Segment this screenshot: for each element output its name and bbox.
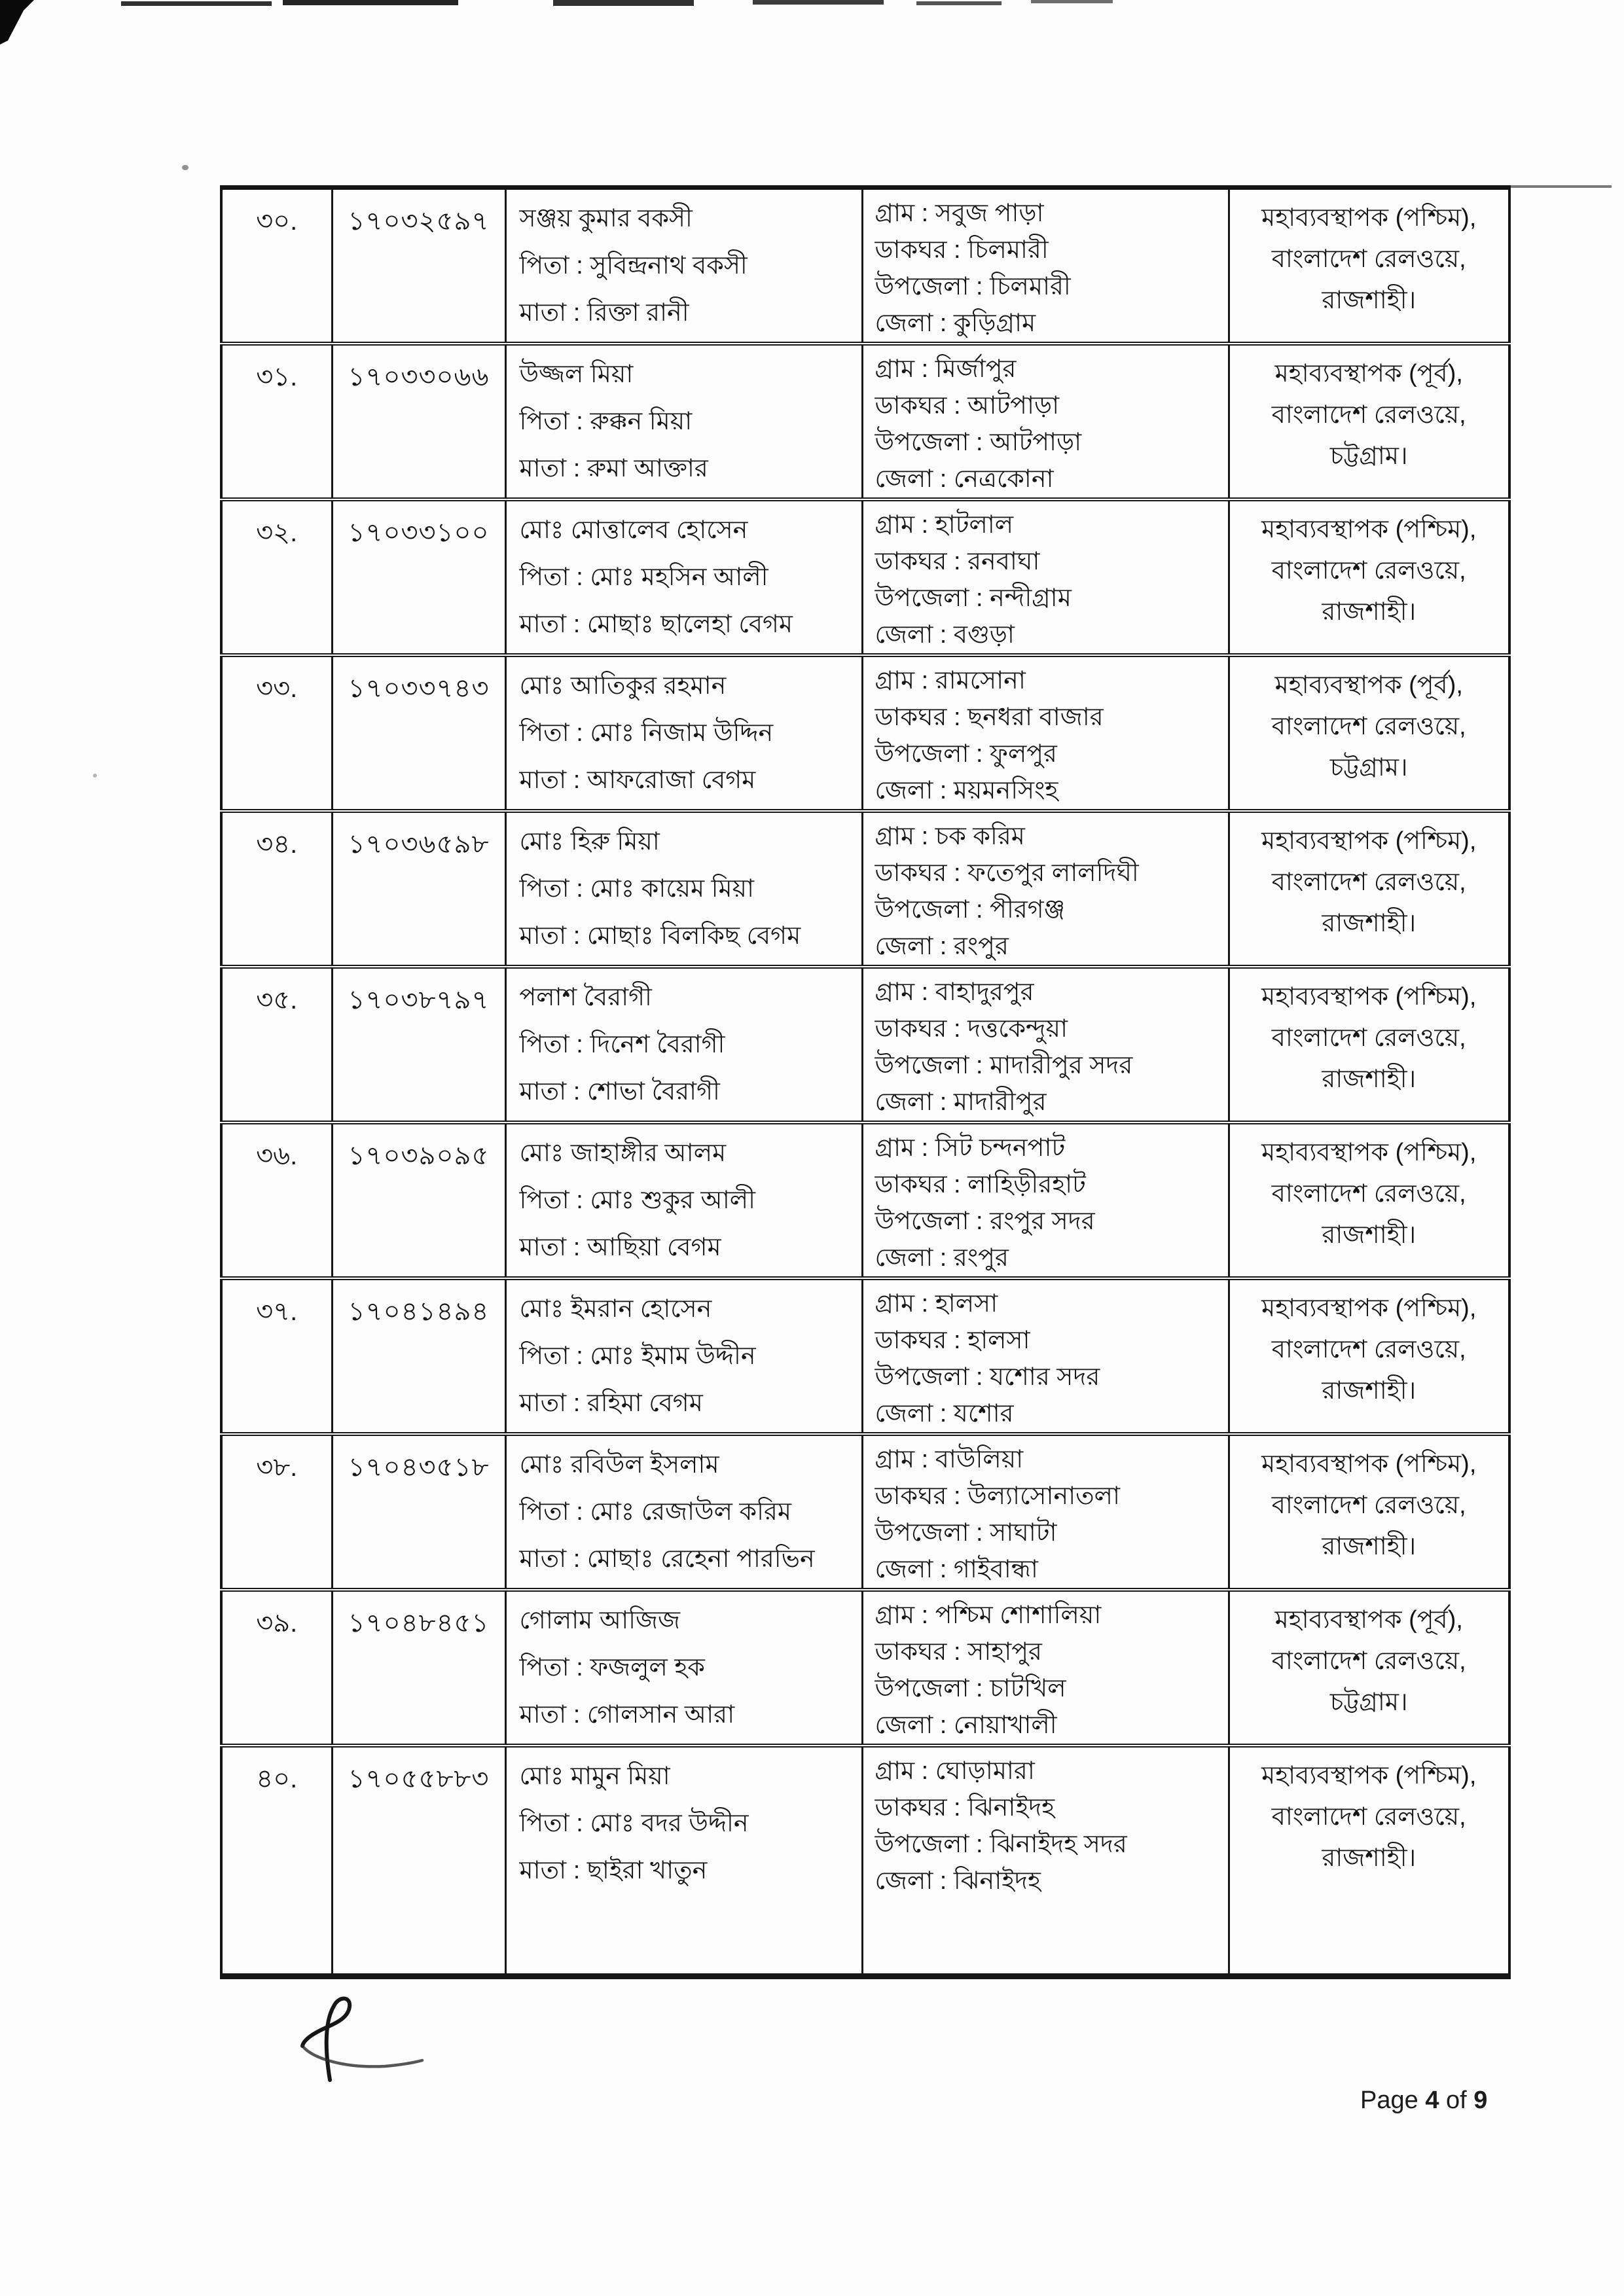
candidate-cell xyxy=(505,967,862,1122)
candidate-cell xyxy=(505,811,862,967)
father-name: পিতা : মোঃ শুকুর আলী xyxy=(519,1187,755,1214)
footer-word-page: Page xyxy=(1360,2087,1418,2114)
scan-artifact xyxy=(553,0,694,6)
district: জেলা : নেত্রকোনা xyxy=(875,465,1054,493)
posting-line: মহাব্যবস্থাপক (পশ্চিম), xyxy=(1261,1295,1477,1322)
mother-name: মাতা : রহিমা বেগম xyxy=(519,1390,703,1417)
address-cell xyxy=(862,811,1229,967)
roll-number-cell: ১৭০৩৩১০০ xyxy=(332,499,505,655)
posting-line: বাংলাদেশ রেলওয়ে, xyxy=(1271,869,1466,896)
serial-cell: ৩৬. xyxy=(221,1122,332,1278)
address-cell xyxy=(862,499,1229,655)
serial-cell: ৪০. xyxy=(221,1746,332,1976)
mother-name: মাতা : আফরোজা বেগম xyxy=(519,766,756,794)
candidate-cell xyxy=(505,344,862,499)
serial-cell: ৩০. xyxy=(221,188,332,344)
candidate-cell xyxy=(505,1278,862,1434)
post-office: ডাকঘর : চিলমারী xyxy=(875,236,1049,264)
upazila: উপজেলা : নন্দীগ্রাম xyxy=(875,584,1072,612)
district: জেলা : রংপুর xyxy=(875,933,1009,960)
upazila: উপজেলা : ফুলপুর xyxy=(875,740,1057,768)
posting-cell xyxy=(1229,967,1509,1122)
father-name: পিতা : মোঃ ইমাম উদ্দীন xyxy=(519,1342,756,1370)
posting-line: রাজশাহী। xyxy=(1322,1533,1416,1560)
candidate-name: মোঃ আতিকুর রহমান xyxy=(519,672,727,700)
address-cell xyxy=(862,967,1229,1122)
posting-line: বাংলাদেশ রেলওয়ে, xyxy=(1271,713,1466,740)
post-office: ডাকঘর : রনবাঘা xyxy=(875,548,1040,575)
candidate-cell xyxy=(505,1122,862,1278)
posting-line: মহাব্যবস্থাপক (পূর্ব), xyxy=(1274,672,1463,699)
district: জেলা : কুড়িগ্রাম xyxy=(875,310,1036,337)
mother-name: মাতা : রুমা আক্তার xyxy=(519,455,708,482)
candidate-name: মোঃ রবিউল ইসলাম xyxy=(519,1451,719,1479)
table-row xyxy=(221,1746,1509,1976)
father-name: পিতা : মোঃ মহসিন আলী xyxy=(519,564,768,591)
table-row xyxy=(221,188,1509,344)
posting-cell xyxy=(1229,811,1509,967)
district: জেলা : ঝিনাইদহ xyxy=(875,1867,1041,1895)
father-name: পিতা : মোঃ বদর উদ্দীন xyxy=(519,1810,749,1837)
posting-line: রাজশাহী। xyxy=(1322,1221,1416,1249)
mother-name: মাতা : শোভা বৈরাগী xyxy=(519,1078,720,1105)
district: জেলা : ময়মনসিংহ xyxy=(875,777,1058,804)
district: জেলা : যশোর xyxy=(875,1400,1014,1427)
post-office: ডাকঘর : সাহাপুর xyxy=(875,1638,1042,1666)
posting-cell xyxy=(1229,344,1509,499)
post-office: ডাকঘর : লাহিড়ীরহাট xyxy=(875,1171,1086,1198)
address-cell xyxy=(862,1278,1229,1434)
posting-cell xyxy=(1229,655,1509,811)
table-row xyxy=(221,499,1509,655)
posting-line: মহাব্যবস্থাপক (পশ্চিম), xyxy=(1261,827,1477,855)
posting-cell xyxy=(1229,188,1509,344)
posting-cell xyxy=(1229,499,1509,655)
footer-word-of: of xyxy=(1446,2087,1467,2114)
father-name: পিতা : মোঃ কায়েম মিয়া xyxy=(519,875,755,903)
upazila: উপজেলা : রংপুর সদর xyxy=(875,1208,1095,1235)
candidate-table xyxy=(220,185,1511,1979)
posting-line: বাংলাদেশ রেলওয়ে, xyxy=(1271,1492,1466,1519)
post-office: ডাকঘর : ছনধরা বাজার xyxy=(875,704,1104,731)
footer-page-number: 4 xyxy=(1425,2087,1439,2114)
roll-number-cell: ১৭০৩৮৭৯৭ xyxy=(332,967,505,1122)
scan-artifact xyxy=(283,0,458,5)
village: গ্রাম : সিট চন্দনপাট xyxy=(875,1134,1066,1162)
roll-number-cell: ১৭০৩৩৭৪৩ xyxy=(332,655,505,811)
father-name: পিতা : ফজলুল হক xyxy=(519,1654,705,1681)
page-footer xyxy=(1360,2087,1487,2115)
district: জেলা : গাইবান্ধা xyxy=(875,1556,1038,1583)
father-name: পিতা : মোঃ রেজাউল করিম xyxy=(519,1498,791,1526)
district: জেলা : নোয়াখালী xyxy=(875,1712,1057,1739)
scan-artifact xyxy=(182,165,189,170)
candidate-cell xyxy=(505,499,862,655)
serial-cell: ৩১. xyxy=(221,344,332,499)
village: গ্রাম : হাটলাল xyxy=(875,511,1014,539)
mother-name: মাতা : ছাইরা খাতুন xyxy=(519,1857,708,1884)
serial-cell: ৩৩. xyxy=(221,655,332,811)
signature xyxy=(287,1988,437,2087)
roll-number-cell: ১৭০৩২৫৯৭ xyxy=(332,188,505,344)
district: জেলা : রংপুর xyxy=(875,1244,1009,1272)
candidate-table-grid xyxy=(220,185,1511,1979)
serial-cell: ৩৭. xyxy=(221,1278,332,1434)
upazila: উপজেলা : পীরগঞ্জ xyxy=(875,896,1066,924)
table-row xyxy=(221,1590,1509,1746)
footer-total-pages: 9 xyxy=(1473,2087,1488,2114)
village: গ্রাম : হালসা xyxy=(875,1290,998,1318)
posting-line: রাজশাহী। xyxy=(1322,1844,1416,1872)
scan-artifact xyxy=(1508,185,1612,188)
scan-corner-mark xyxy=(0,0,46,52)
upazila: উপজেলা : চাটখিল xyxy=(875,1675,1066,1702)
upazila: উপজেলা : ঝিনাইদহ সদর xyxy=(875,1831,1127,1858)
candidate-name: মোঃ মোত্তালেব হোসেন xyxy=(519,516,748,544)
posting-line: রাজশাহী। xyxy=(1322,1066,1416,1093)
address-cell xyxy=(862,1746,1229,1976)
address-cell xyxy=(862,655,1229,811)
serial-cell: ৩৯. xyxy=(221,1590,332,1746)
upazila: উপজেলা : সাঘাটা xyxy=(875,1519,1057,1547)
posting-line: বাংলাদেশ রেলওয়ে, xyxy=(1271,1647,1466,1675)
table-row xyxy=(221,344,1509,499)
posting-cell xyxy=(1229,1122,1509,1278)
district: জেলা : মাদারীপুর xyxy=(875,1088,1047,1116)
posting-line: মহাব্যবস্থাপক (পূর্ব), xyxy=(1274,360,1463,387)
candidate-name: মোঃ ইমরান হোসেন xyxy=(519,1295,712,1323)
upazila: উপজেলা : যশোর সদর xyxy=(875,1363,1100,1391)
posting-line: রাজশাহী। xyxy=(1322,1377,1416,1405)
roll-number-cell: ১৭০৫৫৮৮৩ xyxy=(332,1746,505,1976)
table-row xyxy=(221,967,1509,1122)
candidate-name: মোঃ মামুন মিয়া xyxy=(519,1763,670,1790)
village: গ্রাম : সবুজ পাড়া xyxy=(875,200,1044,227)
posting-line: চট্টগ্রাম। xyxy=(1329,442,1408,470)
posting-line: মহাব্যবস্থাপক (পশ্চিম), xyxy=(1261,516,1477,543)
district: জেলা : বগুড়া xyxy=(875,621,1015,649)
post-office: ডাকঘর : দত্তকেন্দুয়া xyxy=(875,1015,1068,1043)
village: গ্রাম : বাউলিয়া xyxy=(875,1446,1024,1473)
candidate-cell xyxy=(505,1746,862,1976)
scan-artifact xyxy=(1031,0,1113,3)
posting-line: বাংলাদেশ রেলওয়ে, xyxy=(1271,557,1466,584)
candidate-name: সঞ্জয় কুমার বকসী xyxy=(519,205,693,232)
table-row xyxy=(221,655,1509,811)
candidate-cell xyxy=(505,188,862,344)
roll-number-cell: ১৭০৩৩০৬৬ xyxy=(332,344,505,499)
posting-cell xyxy=(1229,1434,1509,1590)
candidate-cell xyxy=(505,1590,862,1746)
mother-name: মাতা : আছিয়া বেগম xyxy=(519,1234,721,1261)
candidate-name: মোঃ হিরু মিয়া xyxy=(519,828,660,855)
posting-line: বাংলাদেশ রেলওয়ে, xyxy=(1271,1180,1466,1208)
father-name: পিতা : রুক্কন মিয়া xyxy=(519,408,693,435)
scan-artifact xyxy=(916,1,1001,5)
address-cell xyxy=(862,1590,1229,1746)
posting-line: চট্টগ্রাম। xyxy=(1329,1689,1408,1716)
posting-line: মহাব্যবস্থাপক (পশ্চিম), xyxy=(1261,204,1477,232)
post-office: ডাকঘর : ফতেপুর লালদিঘী xyxy=(875,859,1139,887)
serial-cell: ৩২. xyxy=(221,499,332,655)
posting-line: বাংলাদেশ রেলওয়ে, xyxy=(1271,1336,1466,1363)
father-name: পিতা : মোঃ নিজাম উদ্দিন xyxy=(519,719,774,747)
candidate-name: গোলাম আজিজ xyxy=(519,1607,681,1634)
posting-line: মহাব্যবস্থাপক (পূর্ব), xyxy=(1274,1606,1463,1634)
roll-number-cell: ১৭০৩৯০৯৫ xyxy=(332,1122,505,1278)
roll-number-cell: ১৭০৪৩৫১৮ xyxy=(332,1434,505,1590)
address-cell xyxy=(862,188,1229,344)
village: গ্রাম : ঘোড়ামারা xyxy=(875,1757,1035,1785)
father-name: পিতা : দিনেশ বৈরাগী xyxy=(519,1031,725,1058)
posting-line: মহাব্যবস্থাপক (পশ্চিম), xyxy=(1261,1762,1477,1789)
posting-cell xyxy=(1229,1590,1509,1746)
posting-line: রাজশাহী। xyxy=(1322,598,1416,626)
roll-number-cell: ১৭০৪৮৪৫১ xyxy=(332,1590,505,1746)
table-row xyxy=(221,1278,1509,1434)
serial-cell: ৩৮. xyxy=(221,1434,332,1590)
upazila: উপজেলা : আটপাড়া xyxy=(875,429,1082,456)
address-cell xyxy=(862,1122,1229,1278)
posting-line: মহাব্যবস্থাপক (পশ্চিম), xyxy=(1261,1139,1477,1166)
posting-line: মহাব্যবস্থাপক (পশ্চিম), xyxy=(1261,983,1477,1011)
candidate-name: মোঃ জাহাঙ্গীর আলম xyxy=(519,1139,727,1167)
candidate-table-body xyxy=(221,188,1509,1977)
upazila: উপজেলা : চিলমারী xyxy=(875,273,1071,300)
posting-line: বাংলাদেশ রেলওয়ে, xyxy=(1271,245,1466,273)
candidate-cell xyxy=(505,655,862,811)
candidate-cell xyxy=(505,1434,862,1590)
candidate-name: পলাশ বৈরাগী xyxy=(519,984,652,1011)
roll-number-cell: ১৭০৪১৪৯৪ xyxy=(332,1278,505,1434)
scan-artifact xyxy=(93,774,97,778)
post-office: ডাকঘর : আটপাড়া xyxy=(875,392,1060,420)
serial-cell: ৩৪. xyxy=(221,811,332,967)
village: গ্রাম : পশ্চিম শোশালিয়া xyxy=(875,1602,1102,1629)
roll-number-cell: ১৭০৩৬৫৯৮ xyxy=(332,811,505,967)
table-row xyxy=(221,811,1509,967)
post-office: ডাকঘর : ঝিনাইদহ xyxy=(875,1794,1055,1821)
posting-cell xyxy=(1229,1278,1509,1434)
posting-line: বাংলাদেশ রেলওয়ে, xyxy=(1271,401,1466,429)
mother-name: মাতা : গোলসান আরা xyxy=(519,1701,735,1729)
village: গ্রাম : রামসোনা xyxy=(875,667,1026,694)
mother-name: মাতা : মোছাঃ রেহেনা পারভিন xyxy=(519,1545,815,1573)
posting-line: রাজশাহী। xyxy=(1322,287,1416,314)
mother-name: মাতা : মোছাঃ বিলকিছ বেগম xyxy=(519,922,801,950)
table-row xyxy=(221,1122,1509,1278)
mother-name: মাতা : মোছাঃ ছালেহা বেগম xyxy=(519,611,793,638)
posting-line: বাংলাদেশ রেলওয়ে, xyxy=(1271,1024,1466,1052)
address-cell xyxy=(862,344,1229,499)
candidate-name: উজ্জল মিয়া xyxy=(519,361,634,388)
mother-name: মাতা : রিক্তা রানী xyxy=(519,299,689,327)
posting-line: রাজশাহী। xyxy=(1322,910,1416,937)
post-office: ডাকঘর : হালসা xyxy=(875,1327,1030,1354)
village: গ্রাম : মির্জাপুর xyxy=(875,355,1017,383)
upazila: উপজেলা : মাদারীপুর সদর xyxy=(875,1052,1133,1079)
scan-artifact xyxy=(753,0,884,5)
posting-line: বাংলাদেশ রেলওয়ে, xyxy=(1271,1803,1466,1831)
post-office: ডাকঘর : উল্যাসোনাতলা xyxy=(875,1482,1121,1510)
serial-cell: ৩৫. xyxy=(221,967,332,1122)
father-name: পিতা : সুবিন্দ্রনাথ বকসী xyxy=(519,252,748,279)
table-row xyxy=(221,1434,1509,1590)
village: গ্রাম : বাহাদুরপুর xyxy=(875,978,1034,1006)
address-cell xyxy=(862,1434,1229,1590)
village: গ্রাম : চক করিম xyxy=(875,823,1025,850)
scan-artifact xyxy=(121,1,272,6)
posting-line: চট্টগ্রাম। xyxy=(1329,754,1408,781)
posting-cell xyxy=(1229,1746,1509,1976)
posting-line: মহাব্যবস্থাপক (পশ্চিম), xyxy=(1261,1450,1477,1478)
